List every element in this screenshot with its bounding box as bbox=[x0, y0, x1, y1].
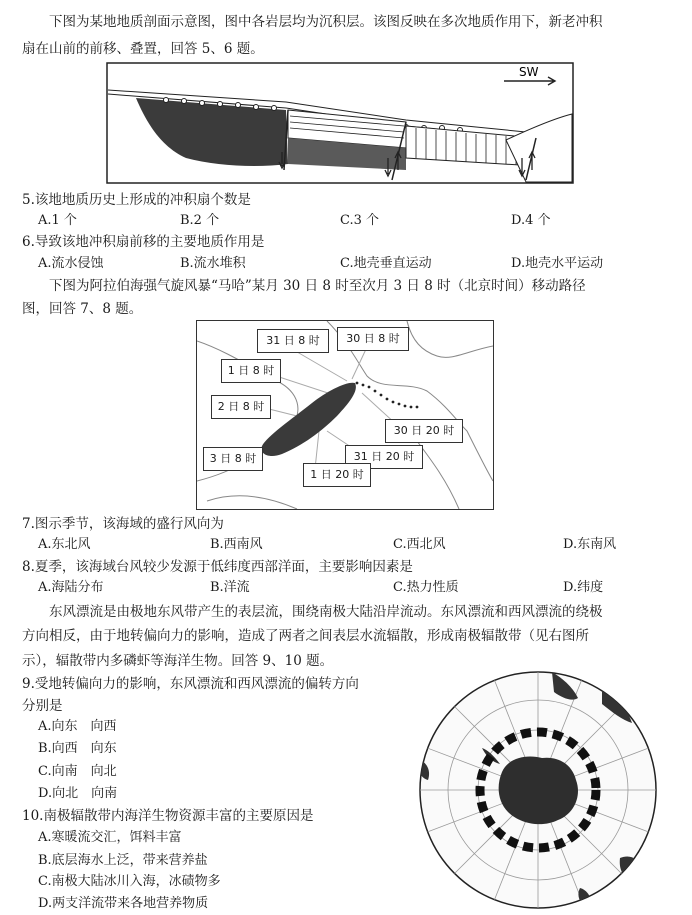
antarctic-polar-map bbox=[402, 668, 674, 912]
q8-option-d: D.纬度 bbox=[563, 580, 604, 595]
q5-option-d: D.4 个 bbox=[511, 213, 551, 228]
q10-stem: 10.南极辐散带内海洋生物资源丰富的主要原因是 bbox=[22, 808, 314, 824]
q6-option-c: C.地壳垂直运动 bbox=[340, 256, 432, 271]
q7-option-a: A.东北风 bbox=[38, 537, 91, 552]
q8-option-c: C.热力性质 bbox=[393, 580, 459, 595]
q6-option-b: B.流水堆积 bbox=[180, 256, 246, 271]
track-label-1-8: 1 日 8 时 bbox=[221, 359, 281, 383]
intro-1-line-1: 下图为某地地质剖面示意图，图中各岩层均为沉积层。该图反映在多次地质作用下，新老冲积 bbox=[49, 14, 603, 30]
track-label-31-20: 31 日 20 时 bbox=[345, 445, 423, 469]
geologic-cross-section-figure bbox=[106, 62, 574, 184]
cyclone-track-map bbox=[196, 320, 494, 510]
track-label-30-20: 30 日 20 时 bbox=[385, 419, 463, 443]
q10-option-d: D.两支洋流带来各地营养物质 bbox=[38, 896, 209, 911]
track-label-30-8: 30 日 8 时 bbox=[337, 327, 409, 351]
q9-option-b: B.向西 向东 bbox=[38, 741, 117, 756]
q5-option-a: A.1 个 bbox=[38, 213, 77, 228]
q9-stem-line-2: 分别是 bbox=[22, 698, 63, 714]
q6-option-a: A.流水侵蚀 bbox=[38, 256, 104, 271]
intro-paragraph-1 bbox=[22, 10, 672, 34]
intro-1-line-2: 扇在山前的前移、叠置，回答 5、6 题。 bbox=[22, 41, 264, 57]
q7-option-b: B.西南风 bbox=[210, 537, 263, 552]
intro-2-line-2: 图，回答 7、8 题。 bbox=[22, 301, 143, 317]
direction-label: SW bbox=[519, 65, 539, 79]
q10-option-a: A.寒暖流交汇，饵料丰富 bbox=[38, 830, 182, 845]
q7-stem: 7.图示季节，该海域的盛行风向为 bbox=[22, 516, 224, 532]
q10-option-b: B.底层海水上泛，带来营养盐 bbox=[38, 853, 208, 868]
q9-option-a: A.向东 向西 bbox=[38, 719, 117, 734]
q10-option-c: C.南极大陆冰川入海，冰碛物多 bbox=[38, 874, 221, 889]
q8-option-a: A.海陆分布 bbox=[38, 580, 104, 595]
track-label-2-8: 2 日 8 时 bbox=[211, 395, 271, 419]
track-label-1-20: 1 日 20 时 bbox=[303, 463, 371, 487]
intro-2-line-1: 下图为阿拉伯海强气旋风暴“马哈”某月 30 日 8 时至次月 3 日 8 时（北京时间）移动路径 bbox=[49, 278, 586, 294]
q9-option-d: D.向北 向南 bbox=[38, 786, 118, 801]
q5-option-c: C.3 个 bbox=[340, 213, 380, 228]
intro-3-line-3: 示），辐散带内多磷虾等海洋生物。回答 9、10 题。 bbox=[22, 653, 334, 669]
track-label-31-8: 31 日 8 时 bbox=[257, 329, 329, 353]
intro-3-line-2: 方向相反，由于地转偏向力的影响，造成了两者之间表层水流辐散，形成南极辐散带（见右图所 bbox=[22, 628, 589, 644]
q8-option-b: B.洋流 bbox=[210, 580, 250, 595]
q6-stem: 6.导致该地冲积扇前移的主要地质作用是 bbox=[22, 234, 265, 250]
q5-stem: 5.该地地质历史上形成的冲积扇个数是 bbox=[22, 192, 251, 208]
q6-option-d: D.地壳水平运动 bbox=[511, 256, 604, 271]
track-label-3-8: 3 日 8 时 bbox=[203, 447, 263, 471]
q5-option-b: B.2 个 bbox=[180, 213, 220, 228]
intro-3-line-1: 东风漂流是由极地东风带产生的表层流，围绕南极大陆沿岸流动。东风漂流和西风漂流的绕极 bbox=[49, 604, 603, 620]
q7-option-c: C.西北风 bbox=[393, 537, 446, 552]
q7-option-d: D.东南风 bbox=[563, 537, 617, 552]
q8-stem: 8.夏季，该海域台风较少发源于低纬度西部洋面，主要影响因素是 bbox=[22, 559, 413, 575]
q9-stem-line-1: 9.受地转偏向力的影响，东风漂流和西风漂流的偏转方向 bbox=[22, 676, 359, 692]
q9-option-c: C.向南 向北 bbox=[38, 764, 117, 779]
